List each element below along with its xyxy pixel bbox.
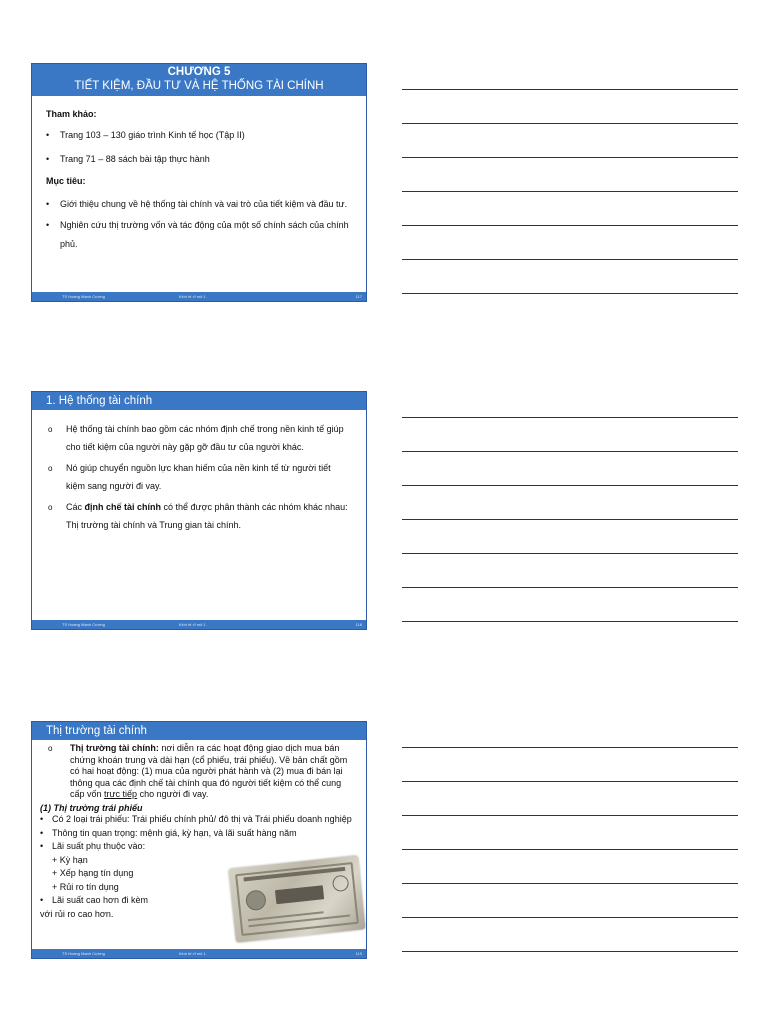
note-line — [402, 553, 738, 554]
note-line — [402, 259, 738, 260]
footer-page: 119 — [355, 951, 362, 956]
goal-item: • Nghiên cứu thị trường vốn và tác động của một số chính sách của chính phủ. — [46, 220, 349, 249]
bond-item: • Thông tin quan trọng: mệnh giá, kỳ hạn, và lãi suất hàng năm — [40, 827, 297, 838]
bond-item: • Có 2 loại trái phiếu: Trái phiếu chính phủ/ đô thị và Trái phiếu doanh nghiệp — [40, 814, 352, 824]
note-line — [402, 157, 738, 158]
footer-page: 118 — [355, 622, 362, 627]
note-line — [402, 815, 738, 816]
bond-market-heading: (1) Thị trường trái phiếu — [40, 802, 143, 813]
chapter-label: CHƯƠNG 5 — [167, 66, 231, 78]
bond-item: • Lãi suất phụ thuộc vào: — [40, 841, 146, 851]
slide-2-title: 1. Hệ thống tài chính — [32, 392, 366, 410]
note-line — [402, 951, 738, 952]
slide-1-header — [32, 64, 366, 96]
footer-course: Kinh tế vĩ mô 1 — [179, 951, 206, 956]
note-line — [402, 781, 738, 782]
note-line — [402, 621, 738, 622]
bond-item-continuation: với rủi ro cao hơn. — [40, 908, 114, 919]
slide-3-title: Thị trường tài chính — [32, 722, 366, 740]
intro-bullet: o Thị trường tài chính: nơi diễn ra các hoạt động giao dịch mua bán chứng khoán trung và dài hạn (cổ phiếu, trái phiếu). Về bản chất gồm có hai hoạt động: (1) mua của người phát hành và (2) mua đi bán lại thông qua các định chế tài chính qua đó người tiết kiệm có thể cung cấp vốn trực tiếp cho người đi vay. — [48, 743, 348, 799]
slide-3 — [31, 721, 367, 959]
slide-footer — [32, 949, 366, 958]
note-line — [402, 451, 738, 452]
reference-heading: Tham khảo: — [46, 109, 97, 119]
note-line — [402, 485, 738, 486]
goal-item: • Giới thiệu chung về hệ thống tài chính và vai trò của tiết kiệm và đầu tư. — [46, 199, 348, 209]
slide-2 — [31, 391, 367, 630]
note-line — [402, 849, 738, 850]
note-line — [402, 191, 738, 192]
bond-item: • Lãi suất cao hơn đi kèm — [40, 895, 148, 905]
reference-item: • Trang 103 – 130 giáo trình Kinh tế học (Tập II) — [46, 130, 245, 140]
footer-author: TS Hoàng Mạnh Cường — [62, 294, 105, 299]
goal-heading: Mục tiêu: — [46, 176, 86, 186]
chapter-title: TIẾT KIỆM, ĐẦU TƯ VÀ HỆ THỐNG TÀI CHÍNH — [74, 80, 324, 92]
note-line — [402, 917, 738, 918]
note-line — [402, 519, 738, 520]
note-line — [402, 883, 738, 884]
footer-course: Kinh tế vĩ mô 1 — [179, 622, 206, 627]
footer-author: TS Hoàng Mạnh Cường — [62, 951, 105, 956]
note-line — [402, 293, 738, 294]
slide-1 — [31, 63, 367, 302]
bond-subitem: + Xếp hạng tín dụng — [52, 868, 134, 878]
content-bullet: o Hệ thống tài chính bao gồm các nhóm định chế trong nền kinh tế giúp cho tiết kiệm của người này gặp gỡ đầu tư của người khác. — [48, 424, 344, 452]
bond-subitem: + Rủi ro tín dụng — [52, 881, 119, 892]
content-bullet: o Các định chế tài chính có thể được phân thành các nhóm khác nhau: Thị trường tài chính và Trung gian tài chính. — [48, 502, 348, 530]
note-line — [402, 587, 738, 588]
note-line — [402, 225, 738, 226]
slide-footer — [32, 620, 366, 629]
note-line — [402, 747, 738, 748]
footer-course: Kinh tế vĩ mô 1 — [179, 294, 206, 299]
footer-author: TS Hoàng Mạnh Cường — [62, 622, 105, 627]
slide-footer — [32, 292, 366, 301]
footer-page: 117 — [355, 294, 362, 299]
reference-item: • Trang 71 – 88 sách bài tập thực hành — [46, 154, 210, 164]
bond-certificate-image — [228, 855, 365, 942]
note-line — [402, 123, 738, 124]
note-line — [402, 417, 738, 418]
content-bullet: o Nó giúp chuyển nguồn lực khan hiếm của nền kinh tế từ người tiết kiệm sang người đi vay. — [48, 463, 331, 491]
note-line — [402, 89, 738, 90]
bond-subitem: + Kỳ hạn — [52, 854, 88, 865]
